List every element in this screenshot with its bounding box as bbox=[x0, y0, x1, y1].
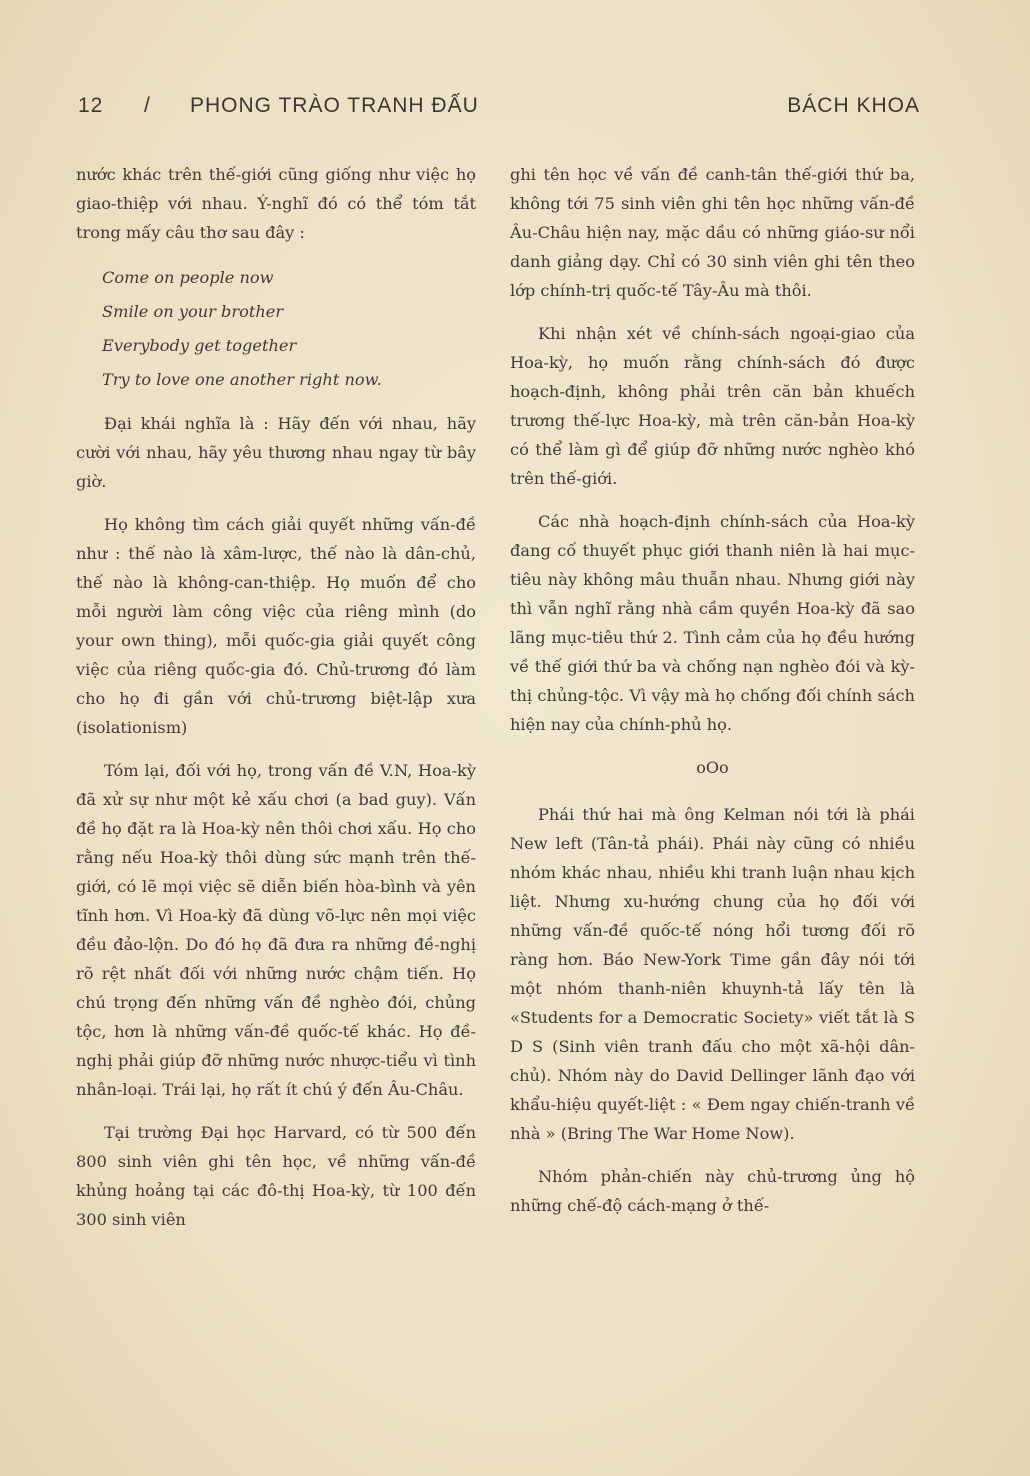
section-title: PHONG TRÀO TRANH ĐẤU bbox=[190, 94, 479, 117]
paragraph: Nhóm phản-chiến này chủ-trương ủng hộ những chế-độ cách-mạng ở thế- bbox=[510, 1167, 915, 1215]
paragraph: Đại khái nghĩa là : Hãy đến với nhau, hãy cười với nhau, hãy yêu thương nhau ngay từ bây giờ. bbox=[76, 414, 476, 491]
paragraph: Tóm lại, đối với họ, trong vấn đề V.N, Hoa-kỳ đã xử sự như một kẻ xấu chơi (a bad guy). Vấn đề họ đặt ra là Hoa-kỳ nên thôi chơi xấu. Họ cho rằng nếu Hoa-kỳ thôi dùng sức mạnh trên thế-giới, có lẽ mọi việc sẽ diễn biến hòa-bình và yên tĩnh hơn. Vì Hoa-kỳ đã dùng võ-lực nên mọi việc đều đảo-lộn. Do đó họ đã đưa ra những đề-nghị rõ rệt nhất đối với những nước chậm tiến. Họ chú trọng đến những vấn đề nghèo đói, chủng tộc, hơn là những vấn-đề quốc-tế khác. Họ đề-nghị phải giúp đỡ những nước nhược-tiểu vì tình nhân-loại. Trái lại, họ rất ít chú ý đến Âu-Châu. bbox=[76, 761, 476, 1099]
section-divider: oOo bbox=[696, 758, 729, 777]
paragraph: ghi tên học về vấn đề canh-tân thế-giới thứ ba, không tới 75 sinh viên ghi tên học những vấn-đề Âu-Châu hiện nay, mặc dầu có những giáo-sư nổi danh giảng dạy. Chỉ có 30 sinh viên ghi tên theo lớp chính-trị quốc-tế Tây-Âu mà thôi. bbox=[510, 165, 915, 300]
poem-line: Smile on your brother bbox=[102, 302, 284, 321]
paragraph: nước khác trên thế-giới cũng giống như việc họ giao-thiệp với nhau. Ý-nghĩ đó có thể tóm tắt trong mấy câu thơ sau đây : bbox=[76, 165, 476, 242]
magazine-name: BÁCH KHOA bbox=[787, 94, 920, 117]
paragraph: Phái thứ hai mà ông Kelman nói tới là phái New left (Tân-tả phái). Phái này cũng có nhiều nhóm khác nhau, nhiều khi tranh luận nhau kịch liệt. Nhưng xu-hướng chung của họ đối với những vấn-đề quốc-tế nóng hổi tương đối rõ ràng hơn. Báo New-York Time gần đây nói tới một nhóm thanh-niên khuynh-tả lấy tên là «Students for a Democratic Society» viết tắt là S D S (Sinh viên tranh đấu cho một xã-hội dân-chủ). Nhóm này do David Dellinger lãnh đạo với khẩu-hiệu quyết-liệt : « Đem ngay chiến-tranh về nhà » (Bring The War Home Now). bbox=[510, 805, 915, 1143]
right-column bbox=[510, 160, 915, 1234]
page-number: 12 bbox=[78, 94, 104, 117]
poem-line: Everybody get together bbox=[102, 336, 297, 355]
paragraph: Các nhà hoạch-định chính-sách của Hoa-kỳ đang cố thuyết phục giới thanh niên là hai mục-tiêu này không mâu thuẫn nhau. Nhưng giới này thì vẫn nghĩ rằng nhà cầm quyền Hoa-kỳ đã sao lãng mục-tiêu thứ 2. Tình cảm của họ đều hướng về thế giới thứ ba và chống nạn nghèo đói và kỳ-thị chủng-tộc. Vì vậy mà họ chống đối chính sách hiện nay của chính-phủ họ. bbox=[510, 512, 915, 734]
paragraph: Họ không tìm cách giải quyết những vấn-đề như : thế nào là xâm-lược, thế nào là dân-chủ, thế nào là không-can-thiệp. Họ muốn để cho mỗi người làm công việc của riêng mình (do your own thing), mỗi quốc-gia giải quyết công việc của riêng quốc-gia đó. Chủ-trương đó làm cho họ đi gần với chủ-trương biệt-lập xưa (isolationism) bbox=[76, 515, 476, 737]
poem-quote bbox=[102, 261, 476, 397]
paragraph: Tại trường Đại học Harvard, có từ 500 đến 800 sinh viên ghi tên học, về những vấn-đề khủng hoảng tại các đô-thị Hoa-kỳ, từ 100 đến 300 sinh viên bbox=[76, 1123, 476, 1229]
page-header bbox=[78, 94, 920, 124]
poem-line: Try to love one another right now. bbox=[102, 370, 382, 389]
paragraph: Khi nhận xét về chính-sách ngoại-giao của Hoa-kỳ, họ muốn rằng chính-sách đó được hoạch-định, không phải trên căn bản khuếch trương thế-lực Hoa-kỳ, mà trên căn-bản Hoa-kỳ có thể làm gì để giúp đỡ những nước nghèo khó trên thế-giới. bbox=[510, 324, 915, 488]
left-column bbox=[76, 160, 476, 1248]
poem-line: Come on people now bbox=[102, 268, 274, 287]
header-separator: / bbox=[144, 94, 151, 117]
